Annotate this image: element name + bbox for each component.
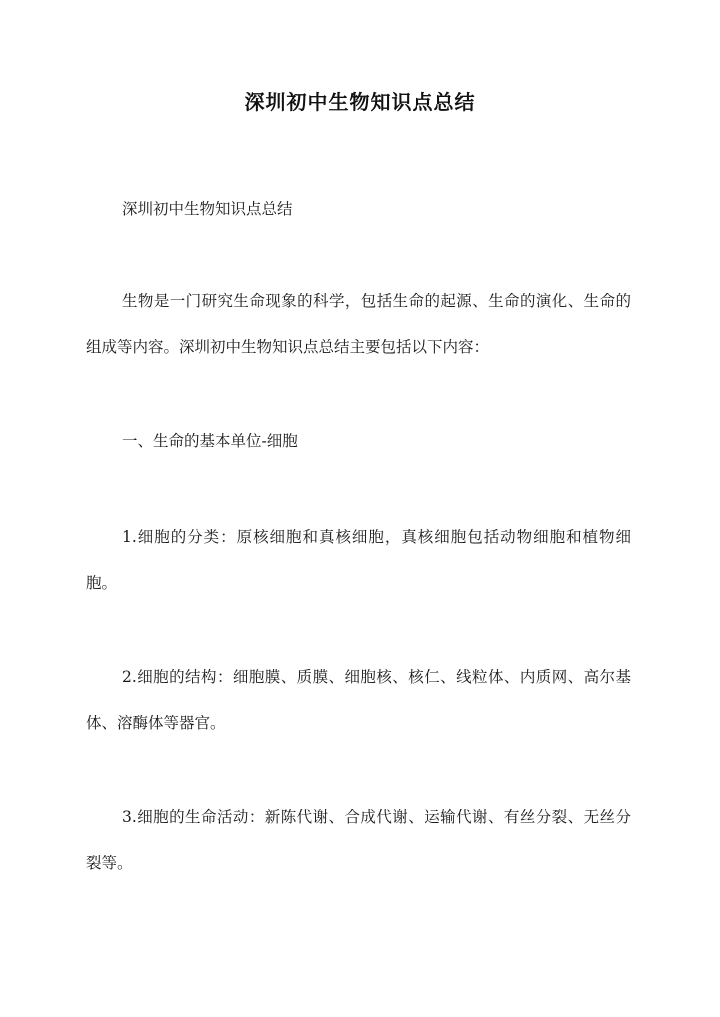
paragraph-intro: 生物是一门研究生命现象的科学，包括生命的起源、生命的演化、生命的组成等内容。深圳初中生物知识点总结主要包括以下内容： — [86, 292, 631, 356]
paragraph-cell-classification: 1.细胞的分类：原核细胞和真核细胞，真核细胞包括动物细胞和植物细胞。 — [86, 528, 631, 592]
section-heading-cell: 一、生命的基本单位-细胞 — [122, 432, 298, 450]
paragraph-subtitle: 深圳初中生物知识点总结 — [122, 200, 293, 218]
paragraph-cell-activities: 3.细胞的生命活动：新陈代谢、合成代谢、运输代谢、有丝分裂、无丝分裂等。 — [86, 808, 631, 872]
paragraph-cell-structure: 2.细胞的结构：细胞膜、质膜、细胞核、核仁、线粒体、内质网、高尔基体、溶酶体等器官。 — [86, 668, 631, 732]
document-title: 深圳初中生物知识点总结 — [244, 90, 476, 114]
